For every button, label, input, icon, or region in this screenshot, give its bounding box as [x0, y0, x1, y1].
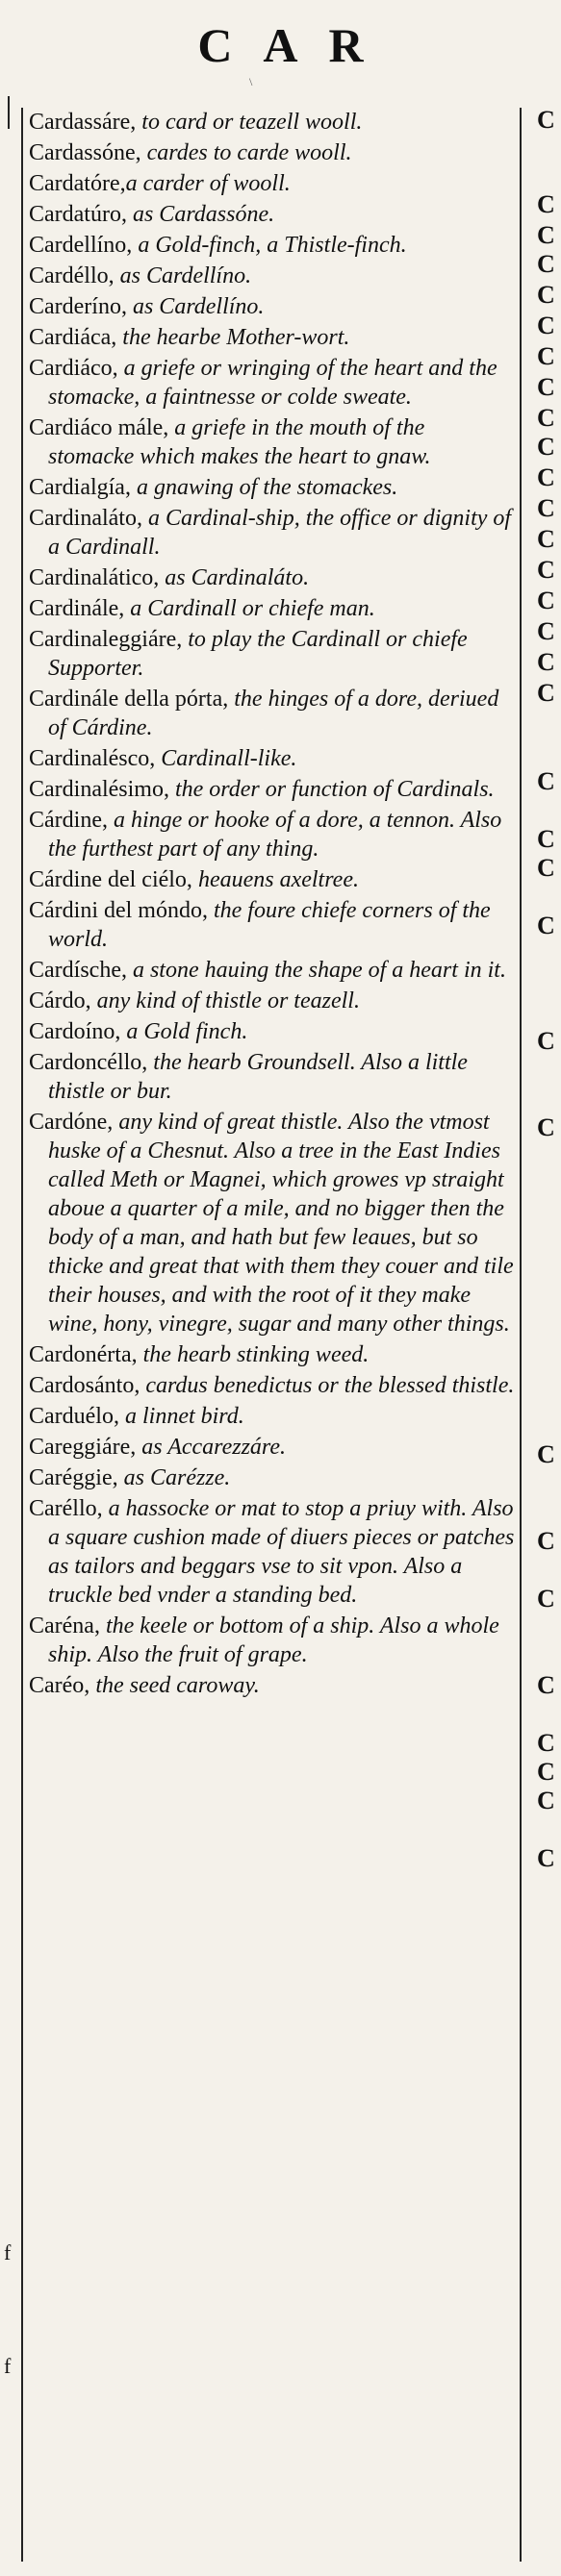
- headword: Caréggie,: [29, 1465, 118, 1490]
- headword: Cardassóne,: [29, 140, 141, 165]
- definition: a Cardinall or chiefe man.: [124, 596, 375, 621]
- margin-letter: C: [537, 617, 555, 645]
- entry: [29, 1017, 516, 1046]
- headword: Cardinalático,: [29, 565, 160, 590]
- definition: a linnet bird.: [118, 1404, 244, 1429]
- definition: a Gold finch.: [120, 1019, 248, 1044]
- definition: as Cardellíno.: [126, 294, 265, 319]
- margin-letter: C: [537, 373, 555, 401]
- headword: Cardellíno,: [29, 233, 133, 258]
- definition: as Accarezzáre.: [136, 1435, 287, 1460]
- entry: [29, 775, 516, 804]
- margin-letter: C: [537, 221, 555, 249]
- margin-letter: C: [537, 1527, 555, 1555]
- headword: Cardéllo,: [29, 263, 115, 288]
- margin-letter: C: [537, 190, 555, 218]
- headword: Caréo,: [29, 1673, 90, 1698]
- headword: Cardoíno,: [29, 1019, 121, 1044]
- margin-letter: C: [537, 1758, 555, 1786]
- definition: the order or function of Cardinals.: [168, 777, 495, 802]
- margin-letter: C: [537, 404, 555, 432]
- definition: a Gold-finch, a Thistle-finch.: [132, 233, 407, 258]
- margin-letter: C: [537, 767, 555, 795]
- definition: as Carézze.: [117, 1465, 231, 1490]
- right-margin-letters: [535, 0, 561, 2576]
- definition: any kind of thistle or teazell.: [90, 988, 360, 1013]
- entry: [29, 292, 516, 321]
- headword: Careggiáre,: [29, 1435, 137, 1460]
- margin-letter: C: [537, 463, 555, 491]
- definition: as Cardellíno.: [114, 263, 252, 288]
- margin-letter: C: [537, 648, 555, 676]
- headword: Cardinále della pórta,: [29, 687, 229, 712]
- margin-mark: f: [4, 2240, 12, 2264]
- margin-letter: C: [537, 1844, 555, 1872]
- entry: [29, 563, 516, 592]
- margin-letter: C: [537, 312, 555, 339]
- headword: Cardinalésco,: [29, 746, 156, 771]
- entry: [29, 1048, 516, 1106]
- headword: Cardoncéllo,: [29, 1050, 148, 1075]
- dictionary-entries: [29, 108, 516, 1702]
- definition: Cardinall-like.: [155, 746, 297, 771]
- headword: Cárdini del móndo,: [29, 898, 208, 923]
- definition: a gnawing of the stomackes.: [130, 475, 398, 500]
- headword: Cardiáco,: [29, 356, 118, 381]
- entry: [29, 896, 516, 954]
- definition: a hassocke or mat to stop a priuy with. Also a square cushion made of diuers pieces or patches as tailors and beggars vse to sit vpon. Also a truckle bed vnder a standing bed.: [48, 1496, 515, 1608]
- left-column-rule: [21, 108, 23, 2562]
- margin-letter: C: [537, 1027, 555, 1055]
- headword: Cárdo,: [29, 988, 91, 1013]
- definition: the hearb stinking weed.: [137, 1342, 370, 1367]
- page-title: CAR: [197, 18, 395, 72]
- margin-letter: C: [537, 106, 555, 134]
- headword: Cárdine,: [29, 808, 108, 833]
- page-header: [0, 0, 561, 106]
- entry: [29, 1340, 516, 1369]
- entry: [29, 685, 516, 742]
- entry: [29, 1494, 516, 1610]
- definition: a hinge or hooke of a dore, a tennon. Also the furthest part of any thing.: [48, 808, 502, 862]
- entry: [29, 169, 516, 198]
- headword: Caréllo,: [29, 1496, 103, 1521]
- entry: [29, 1371, 516, 1400]
- entry: [29, 231, 516, 260]
- entry: [29, 1402, 516, 1431]
- entry: [29, 200, 516, 229]
- margin-letter: C: [537, 281, 555, 309]
- definition: cardus benedictus or the blessed thistle.: [140, 1373, 515, 1398]
- headword: Cardiáca,: [29, 325, 117, 350]
- definition: to card or teazell wooll.: [136, 110, 363, 135]
- headword: Caréna,: [29, 1613, 100, 1638]
- margin-letter: C: [537, 250, 555, 278]
- headword: Cardinalésimo,: [29, 777, 169, 802]
- margin-letter: C: [537, 1113, 555, 1141]
- entry: [29, 262, 516, 290]
- headword: Cardosánto,: [29, 1373, 140, 1398]
- definition: a Cardinal-ship, the office or dignity of a Cardinall.: [48, 506, 512, 560]
- headword: Cardóne,: [29, 1110, 114, 1135]
- margin-letter: C: [537, 1585, 555, 1613]
- margin-letter: C: [537, 825, 555, 853]
- margin-letter: C: [537, 494, 555, 522]
- margin-letter: C: [537, 1787, 555, 1814]
- entry: [29, 987, 516, 1015]
- entry: [29, 354, 516, 412]
- definition: the hearb Groundsell. Also a little thistle or bur.: [48, 1050, 468, 1104]
- definition: a griefe in the mouth of the stomacke which makes the heart to gnaw.: [48, 415, 431, 469]
- headword: Cardonérta,: [29, 1342, 138, 1367]
- entry: [29, 108, 516, 137]
- definition: the hinges of a dore, deriued of Cárdine.: [48, 687, 499, 740]
- headword: Cardinaleggiáre,: [29, 627, 183, 652]
- margin-letter: C: [537, 556, 555, 584]
- margin-letter: C: [537, 342, 555, 370]
- entry: [29, 865, 516, 894]
- margin-letter: C: [537, 1671, 555, 1699]
- definition: the seed caroway.: [89, 1673, 260, 1698]
- definition: to play the Cardinall or chiefe Supporter.: [48, 627, 468, 681]
- right-column-rule: [520, 108, 522, 2562]
- definition: a griefe or wringing of the heart and the stomacke, a faintnesse or colde sweate.: [48, 356, 497, 410]
- margin-letter: C: [537, 1729, 555, 1757]
- margin-letter: C: [537, 912, 555, 939]
- entry: [29, 323, 516, 352]
- entry: [29, 1612, 516, 1669]
- headword: Cárdine del ciélo,: [29, 867, 192, 892]
- entry: [29, 806, 516, 863]
- definition: the keele or bottom of a ship. Also a whole ship. Also the fruit of grape.: [48, 1613, 499, 1667]
- margin-letter: C: [537, 854, 555, 882]
- headword: Cardísche,: [29, 958, 127, 983]
- entry: [29, 1671, 516, 1700]
- definition: a stone hauing the shape of a heart in it.: [126, 958, 506, 983]
- headword: Cardatúro,: [29, 202, 127, 227]
- margin-mark: f: [4, 2354, 12, 2378]
- definition: a carder of wooll.: [125, 171, 291, 196]
- left-margin-marks: [2, 0, 17, 2576]
- definition: as Cardinaláto.: [159, 565, 310, 590]
- entry: [29, 1108, 516, 1338]
- entry: [29, 625, 516, 683]
- definition: cardes to carde wooll.: [140, 140, 352, 165]
- margin-letter: C: [537, 679, 555, 707]
- headword: Cardiáco mále,: [29, 415, 169, 440]
- definition: as Cardassóne.: [126, 202, 275, 227]
- margin-letter: C: [537, 1440, 555, 1468]
- entry: [29, 744, 516, 773]
- definition: the hearbe Mother-wort.: [116, 325, 350, 350]
- entry: [29, 504, 516, 562]
- headword: Cardassáre,: [29, 110, 137, 135]
- entry: [29, 1433, 516, 1462]
- margin-letter: C: [537, 587, 555, 614]
- margin-letter: C: [537, 525, 555, 553]
- headword: Cardinále,: [29, 596, 125, 621]
- entry: [29, 473, 516, 502]
- entry: [29, 1463, 516, 1492]
- definition: any kind of great thistle. Also the vtmost huske of a Chesnut. Also a tree in the East Indies called Meth or Magnei, which growes vp straight aboue a quarter of a mile, and no bigger then the body of a man, and hath but few leaues, but so thicke and great that with them they couer and tile their houses, and with the root of it they make wine, hony, vinegre, sugar and many other things.: [48, 1110, 514, 1337]
- headword: Cardialgía,: [29, 475, 131, 500]
- headword: Carduélo,: [29, 1404, 119, 1429]
- entry: [29, 413, 516, 471]
- headword: Carderíno,: [29, 294, 127, 319]
- margin-letter: C: [537, 433, 555, 461]
- entry: [29, 594, 516, 623]
- definition: the foure chiefe corners of the world.: [48, 898, 491, 952]
- definition: heauens axeltree.: [191, 867, 359, 892]
- entry: [29, 138, 516, 167]
- headword: Cardatóre,: [29, 171, 126, 196]
- entry: [29, 956, 516, 985]
- ornament-mark: \: [249, 75, 253, 88]
- headword: Cardinaláto,: [29, 506, 142, 531]
